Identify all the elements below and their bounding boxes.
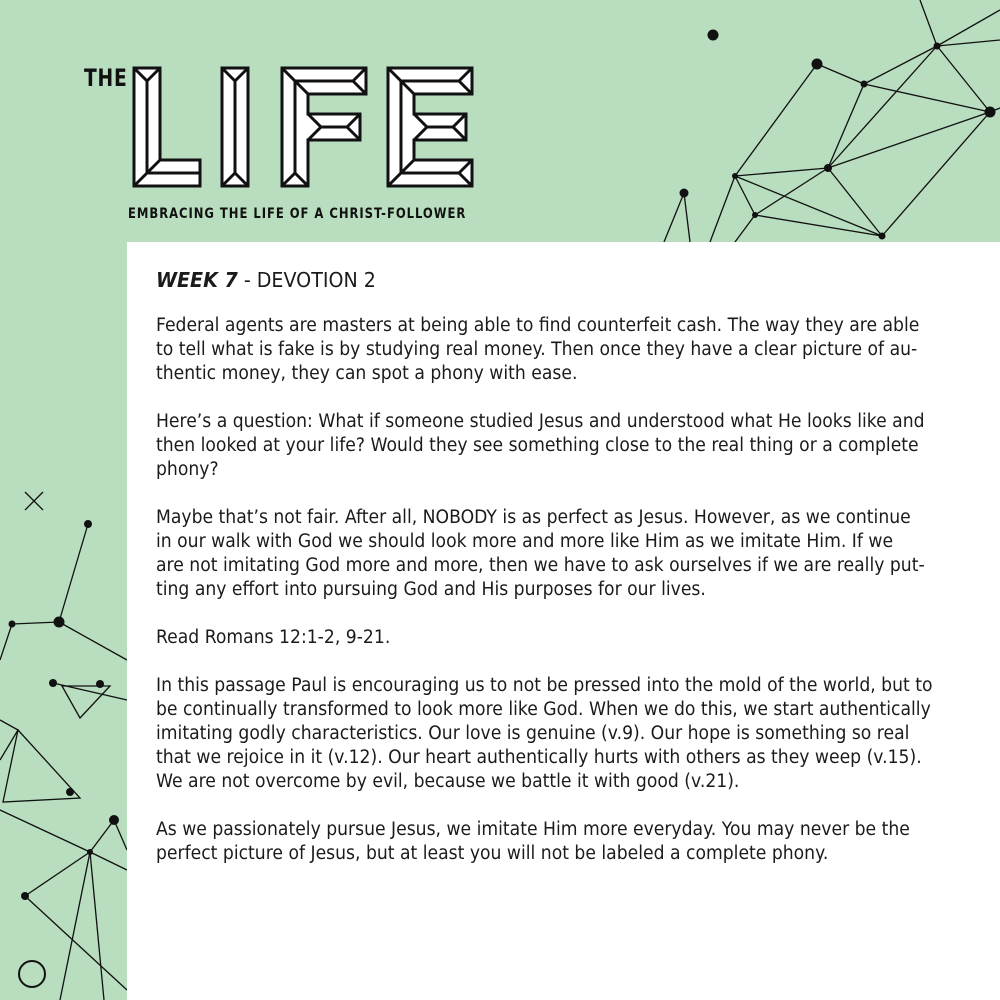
paragraph-line: to tell what is fake is by studying real money. Then once they have a clear picture of au- [156,339,918,360]
paragraph-line: In this passage Paul is encouraging us to not be pressed into the mold of the world, but to [156,675,933,696]
paragraph-line: that we rejoice in it (v.12). Our heart authentically hurts with others as they weep (v.15). [156,747,922,768]
paragraph-line: in our walk with God we should look more and more like Him as we imitate Him. If we [156,531,894,552]
paragraph-2 [156,410,974,482]
paragraph-line: Read Romans 12:1-2, 9-21. [156,627,391,648]
paragraph-line: are not imitating God more and more, then we have to ask ourselves if we are really put- [156,555,925,576]
paragraph-line: thentic money, they can spot a phony with ease. [156,363,578,384]
paragraph-line: phony? [156,459,219,480]
paragraph-line: As we passionately pursue Jesus, we imitate Him more everyday. You may never be the [156,819,910,840]
paragraph-line: Here’s a question: What if someone studied Jesus and understood what He looks like and [156,411,925,432]
life-logo [130,64,480,190]
paragraph-1 [156,314,974,386]
scripture-reading [156,626,974,650]
devotion-heading [156,266,974,294]
logo-the-text: THE [84,64,128,92]
paragraph-line: ting any effort into pursuing God and His purposes for our lives. [156,579,706,600]
paragraph-line: We are not overcome by evil, because we battle it with good (v.21). [156,771,740,792]
paragraph-3 [156,506,974,602]
week-label: WEEK 7 [156,268,238,292]
devotion-content [156,266,974,890]
paragraph-line: be continually transformed to look more like God. When we do this, we start authentically [156,699,931,720]
paragraph-line: then looked at your life? Would they see something close to the real thing or a complete [156,435,919,456]
paragraph-line: imitating godly characteristics. Our love is genuine (v.9). Our hope is something so real [156,723,910,744]
paragraph-line: Federal agents are masters at being able to find counterfeit cash. The way they are able [156,315,920,336]
devotion-label: - DEVOTION 2 [237,268,376,292]
logo-subtitle: EMBRACING THE LIFE OF A CHRIST-FOLLOWER [128,206,467,222]
paragraph-line: Maybe that’s not fair. After all, NOBODY is as perfect as Jesus. However, as we continue [156,507,911,528]
paragraph-5 [156,674,974,794]
paragraph-6 [156,818,974,866]
devotion-card [127,242,1000,1000]
paragraph-line: perfect picture of Jesus, but at least you will not be labeled a complete phony. [156,843,829,864]
